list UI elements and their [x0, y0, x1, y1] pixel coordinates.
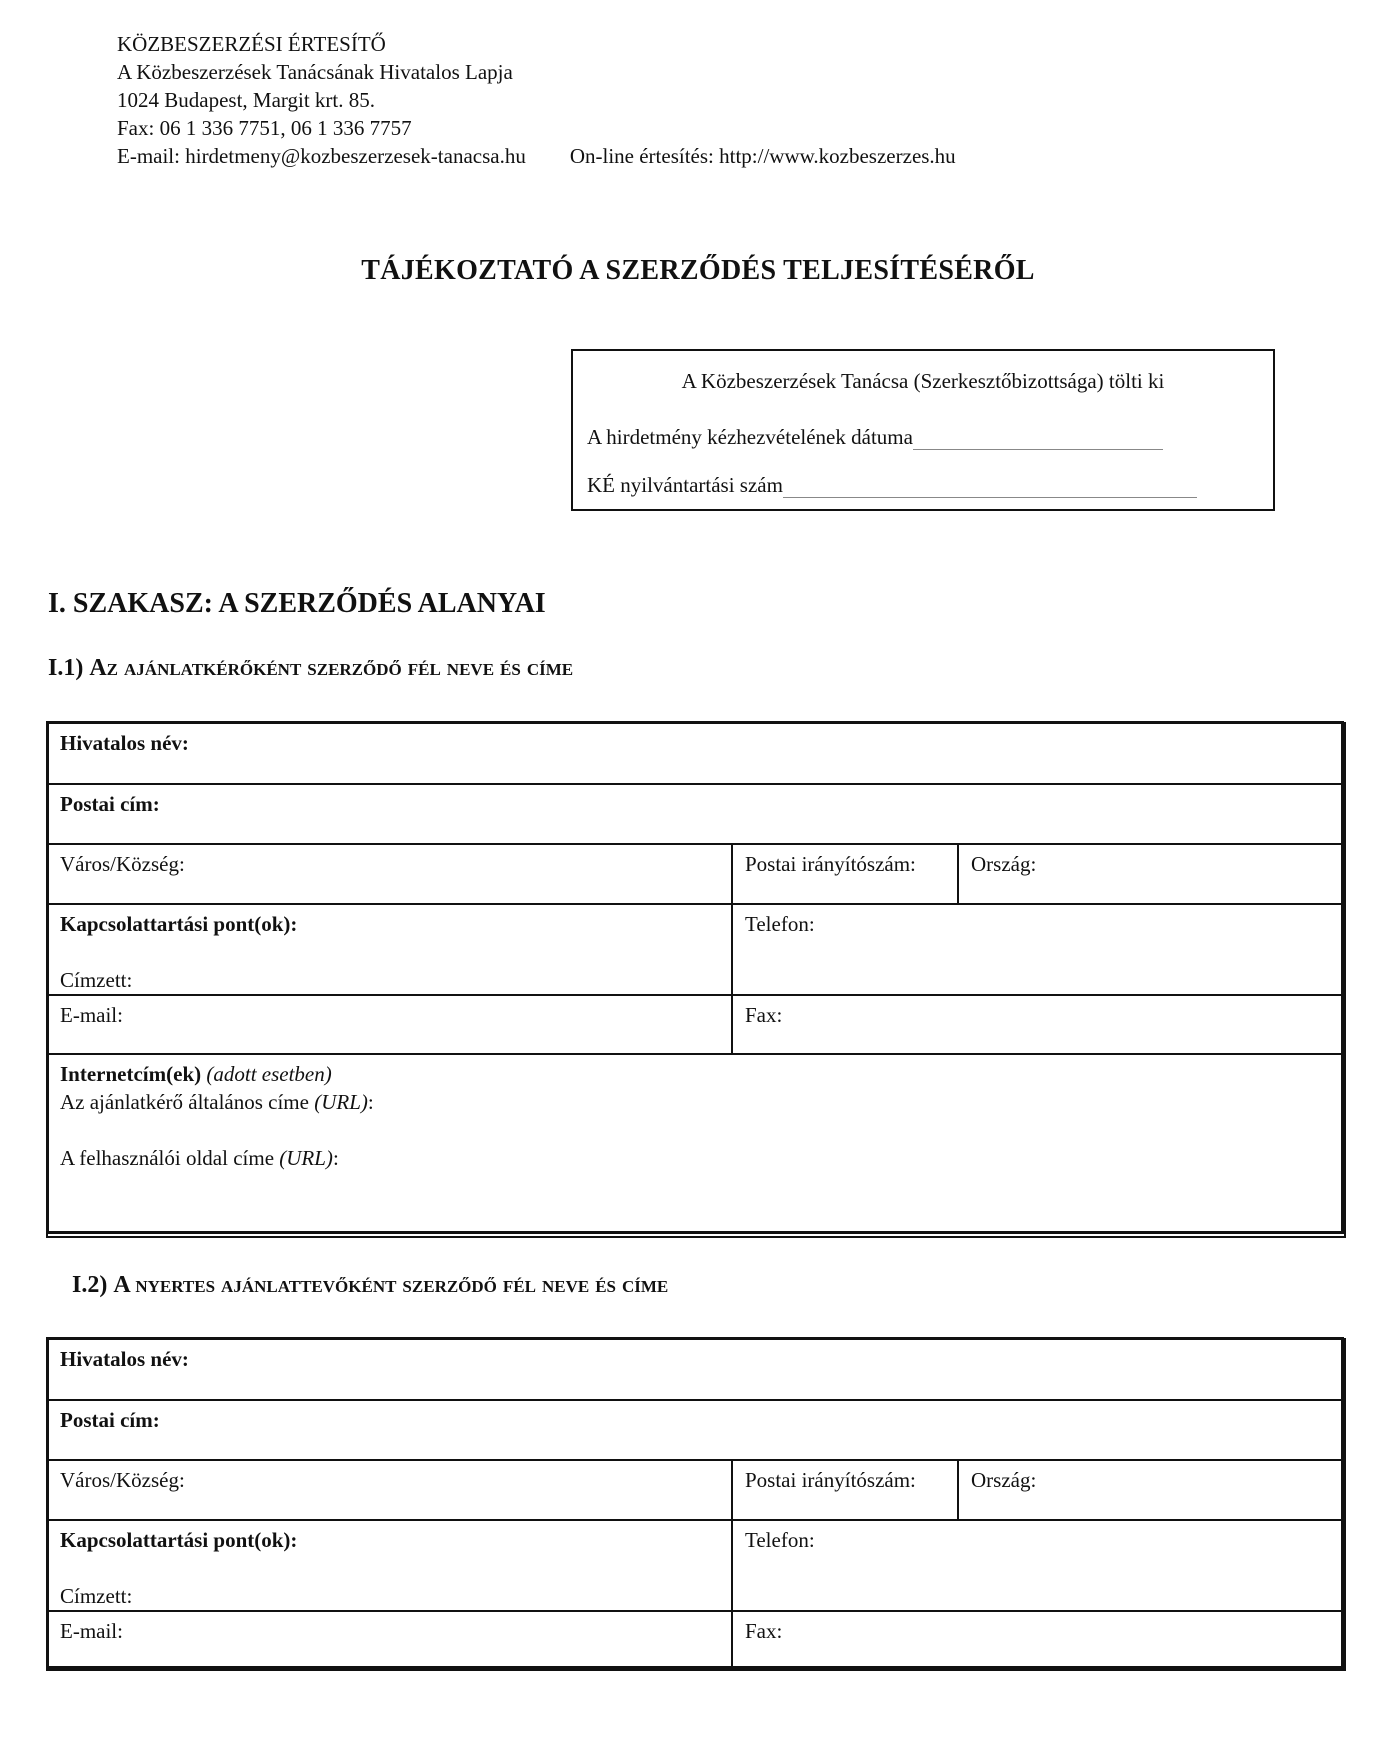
recipient-label: Címzett: [60, 968, 133, 992]
profile-url-label: A felhasználói oldal címe [60, 1146, 280, 1170]
winning-tenderer-table [46, 1338, 1346, 1671]
postal-code-field[interactable]: Postai irányítószám: [732, 1460, 958, 1520]
office-box-title: A Közbeszerzések Tanácsa (Szerkesztőbizottsága) tölti ki [681, 369, 1165, 393]
receipt-date-row [587, 425, 1163, 450]
internet-addresses-field[interactable] [47, 1054, 1345, 1237]
official-name-field[interactable]: Hivatalos név: [47, 723, 1345, 784]
colon: : [367, 1090, 374, 1114]
country-field[interactable]: Ország: [958, 844, 1345, 904]
receipt-date-field[interactable] [913, 427, 1163, 450]
city-field[interactable]: Város/Község: [47, 1460, 732, 1520]
colon: : [332, 1146, 339, 1170]
contact-points-label: Kapcsolattartási pont(ok): [60, 1528, 298, 1552]
office-use-box [571, 349, 1275, 511]
internet-heading [60, 1060, 1332, 1088]
country-field[interactable]: Ország: [958, 1460, 1345, 1520]
general-url-line [60, 1088, 1332, 1116]
subsection-2-title [72, 1272, 668, 1299]
url-note: (URL) [279, 1146, 333, 1170]
registry-number-row [587, 473, 1197, 498]
publisher-address: 1024 Budapest, Margit krt. 85. [117, 88, 376, 112]
document-title: TÁJÉKOZTATÓ A SZERZŐDÉS TELJESÍTÉSÉRŐL [361, 255, 1035, 286]
publisher-email: E-mail: hirdetmeny@kozbeszerzesek-tanacsa.hu [117, 144, 526, 168]
url-note: (URL) [314, 1090, 368, 1114]
fax-field[interactable]: Fax: [732, 1611, 1345, 1670]
publisher-header [117, 30, 956, 170]
subsection-2-number: I.2) [72, 1272, 114, 1298]
email-field[interactable]: E-mail: [47, 995, 732, 1054]
publisher-fax: Fax: 06 1 336 7751, 06 1 336 7757 [117, 116, 412, 140]
city-field[interactable]: Város/Község: [47, 844, 732, 904]
contact-row [117, 142, 956, 170]
internet-label: Internetcím(ek) [60, 1062, 202, 1086]
subsection-1-text: Az ajánlatkérőként szerződő fél neve és címe [89, 655, 574, 681]
registry-number-label: KÉ nyilvántartási szám [587, 473, 783, 497]
phone-field[interactable]: Telefon: [732, 1520, 1345, 1611]
contact-points-label: Kapcsolattartási pont(ok): [60, 912, 298, 936]
email-field[interactable]: E-mail: [47, 1611, 732, 1670]
subsection-1-title [48, 655, 573, 682]
official-name-field[interactable]: Hivatalos név: [47, 1339, 1345, 1400]
contact-points-field[interactable] [47, 1520, 732, 1611]
postal-code-field[interactable]: Postai irányítószám: [732, 844, 958, 904]
general-url-label: Az ajánlatkérő általános címe [60, 1090, 315, 1114]
postal-address-field[interactable]: Postai cím: [47, 784, 1345, 844]
postal-address-field[interactable]: Postai cím: [47, 1400, 1345, 1460]
internet-note: (adott esetben) [206, 1062, 332, 1086]
phone-field[interactable]: Telefon: [732, 904, 1345, 995]
online-notice: On-line értesítés: http://www.kozbeszerzes.hu [569, 144, 956, 168]
subsection-1-number: I.1) [48, 655, 90, 681]
subsection-2-text: A nyertes ajánlattevőként szerződő fél neve és címe [113, 1272, 669, 1298]
contact-points-field[interactable] [47, 904, 732, 995]
publisher-name: KÖZBESZERZÉSI ÉRTESÍTŐ [117, 32, 386, 56]
publisher-subtitle: A Közbeszerzések Tanácsának Hivatalos Lapja [117, 60, 513, 84]
receipt-date-label: A hirdetmény kézhezvételének dátuma [587, 425, 913, 449]
section-title: I. SZAKASZ: A SZERZŐDÉS ALANYAI [48, 588, 546, 619]
fax-field[interactable]: Fax: [732, 995, 1345, 1054]
recipient-label: Címzett: [60, 1584, 133, 1608]
profile-url-line [60, 1144, 1332, 1172]
contracting-authority-table [46, 722, 1346, 1238]
registry-number-field[interactable] [783, 475, 1197, 498]
